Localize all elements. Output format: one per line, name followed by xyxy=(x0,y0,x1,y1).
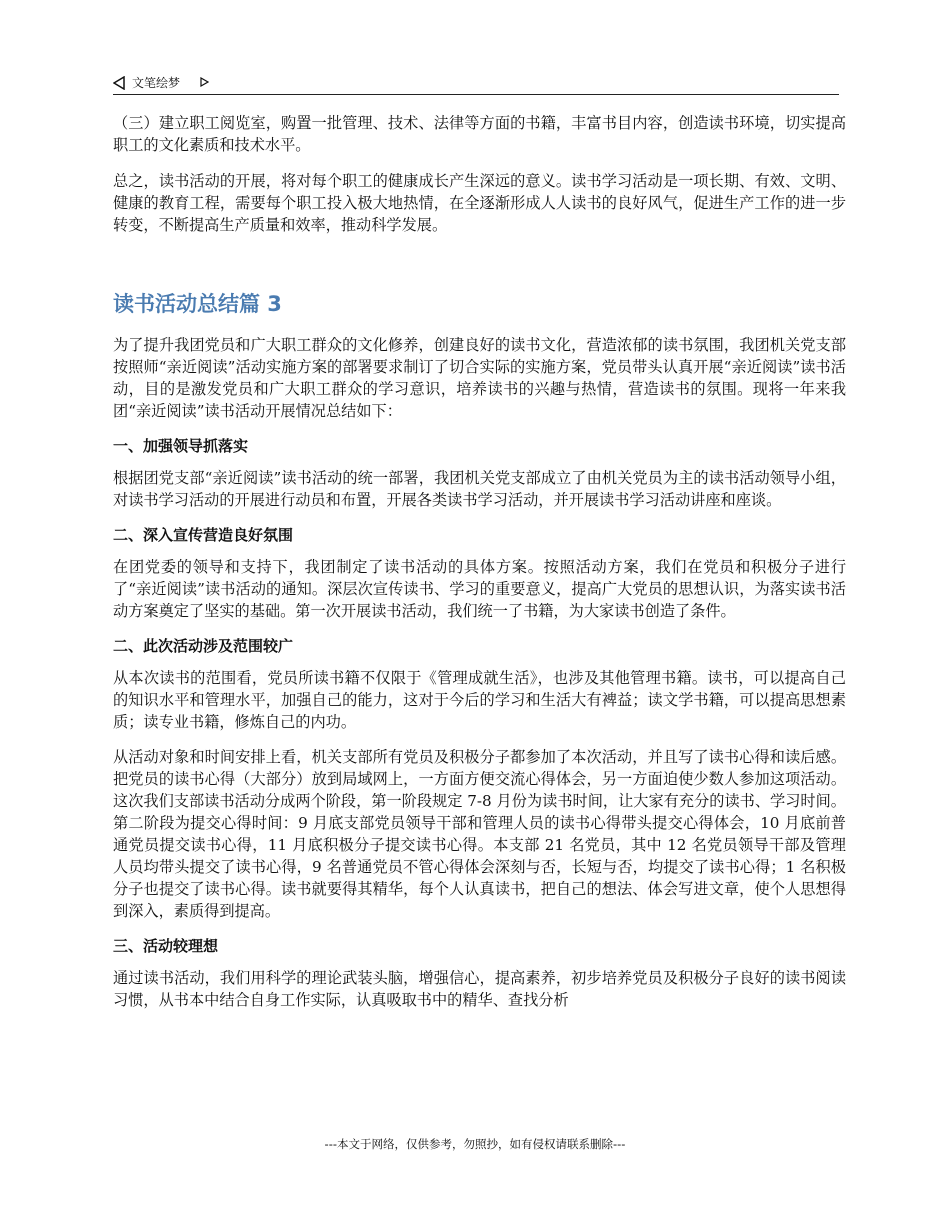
triangle-right-outline-icon xyxy=(200,74,209,92)
page-footer-notice: ---本文于网络，仅供参考，勿照抄，如有侵权请联系删除--- xyxy=(324,1137,626,1151)
header-brand: 文笔绘梦 xyxy=(132,76,181,90)
paragraph: 从活动对象和时间安排上看，机关支部所有党员及积极分子都参加了本次活动，并且写了读书心得和读后感。把党员的读书心得（大部分）放到局域网上，一方面方便交流心得体会，另一方面迫使少数人参加这项活动。这次我们支部读书活动分成两个阶段，第一阶段规定 7-8 月份为读书时间，让大家有充分的读书、学习时间。第二阶段为提交心得时间：9 月底支部党员领导干部和管理人员的读书心得带头提交心得体会，10 月底前普通党员提交读书心得，11 月底积极分子提交读书心得。本支部 21 名党员，其中 12 名党员领导干部及管理人员均带头提交了读书心得，9 名普通党员不管心得体会深刻与否，长短与否，均提交了读书心得；1 名积极分子也提交了读书心得。读书就要得其精华，每个人认真读书，把自己的想法、体会写进文章，使个人思想得到深入，素质得到提高。 xyxy=(113,748,846,920)
paragraph: 从本次读书的范围看，党员所读书籍不仅限于《管理成就生活》，也涉及其他管理书籍。读书，可以提高自己的知识水平和管理水平，加强自己的能力，这对于今后的学习和生活大有裨益；读文学书籍，可以提高思想素质；读专业书籍，修炼自己的内功。 xyxy=(113,669,846,731)
document-body xyxy=(113,112,846,1025)
subheading: 三、活动较理想 xyxy=(113,937,219,955)
subheading: 二、此次活动涉及范围较广 xyxy=(113,637,294,655)
paragraph: 根据团党支部“亲近阅读”读书活动的统一部署，我团机关党支部成立了由机关党员为主的读书活动领导小组，对读书学习活动的开展进行动员和布置，开展各类读书学习活动，并开展读书学习活动讲座和座谈。 xyxy=(113,469,846,509)
section-title: 读书活动总结篇 3 xyxy=(113,292,282,316)
header-brand-group xyxy=(113,74,180,91)
paragraph: 通过读书活动，我们用科学的理论武装头脑，增强信心，提高素养，初步培养党员及积极分子良好的读书阅读习惯，从书本中结合自身工作实际，认真吸取书中的精华、查找分析 xyxy=(113,969,846,1009)
triangle-left-outline-icon xyxy=(113,76,126,90)
subheading: 一、加强领导抓落实 xyxy=(113,437,249,455)
page-header xyxy=(113,72,839,95)
paragraph: 为了提升我团党员和广大职工群众的文化修养，创建良好的读书文化，营造浓郁的读书氛围，我团机关党支部按照师“亲近阅读”活动实施方案的部署要求制订了切合实际的实施方案，党员带头认真开展“亲近阅读”读书活动，目的是激发党员和广大职工群众的学习意识，培养读书的兴趣与热情，营造读书的氛围。现将一年来我团“亲近阅读”读书活动开展情况总结如下： xyxy=(113,336,846,420)
paragraph: 在团党委的领导和支持下，我团制定了读书活动的具体方案。按照活动方案，我们在党员和积极分子进行了“亲近阅读”读书活动的通知。深层次宣传读书、学习的重要意义，提高广大党员的思想认识，为落实读书活动方案奠定了坚实的基础。第一次开展读书活动，我们统一了书籍，为大家读书创造了条件。 xyxy=(113,558,846,620)
paragraph: （三）建立职工阅览室，购置一批管理、技术、法律等方面的书籍，丰富书目内容，创造读书环境，切实提高职工的文化素质和技术水平。 xyxy=(113,114,846,154)
subheading: 二、深入宣传营造良好氛围 xyxy=(113,526,294,544)
paragraph: 总之，读书活动的开展，将对每个职工的健康成长产生深远的意义。读书学习活动是一项长期、有效、文明、健康的教育工程，需要每个职工投入极大地热情，在全逐渐形成人人读书的良好风气，促进生产工作的进一步转变，不断提高生产质量和效率，推动科学发展。 xyxy=(113,172,846,234)
